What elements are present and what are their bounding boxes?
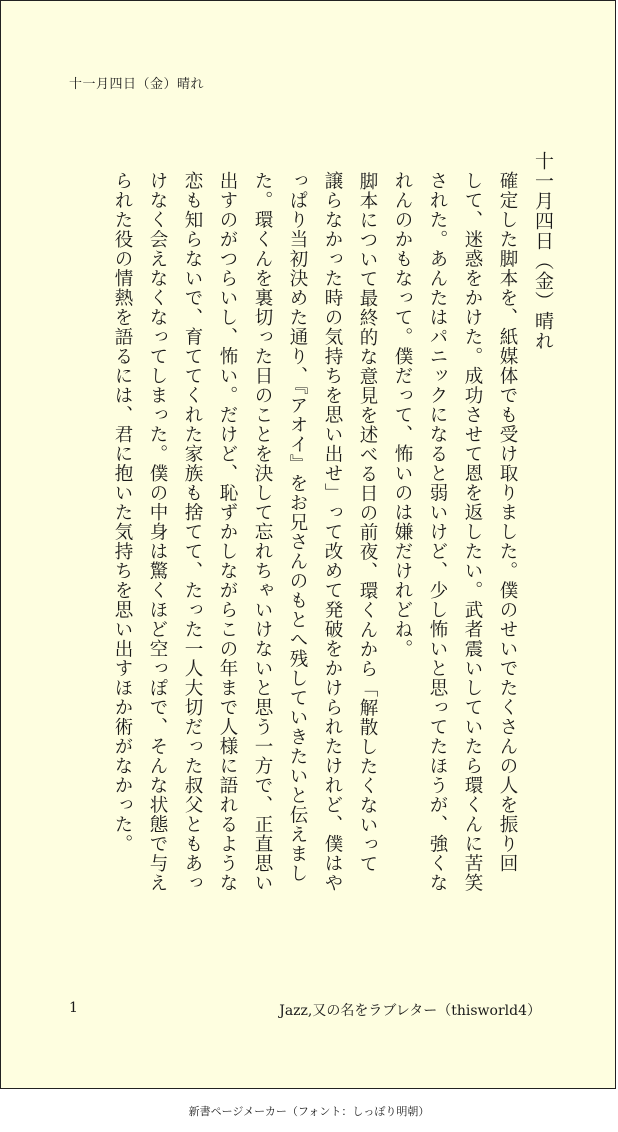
text-column: 確定した脚本を、紙媒体でも受け取りました。僕のせいでたくさんの人を振り回	[497, 171, 518, 873]
text-column: れんのかもなって。僕だって、怖いのは嫌だけれどね。	[392, 171, 413, 659]
text-column: た。環くんを裏切った日のことを決して忘れちゃいけないと思う一方で、正直思い	[252, 171, 273, 893]
chapter-title: 十一月四日（金）晴れ	[532, 151, 554, 351]
text-column: られた役の情熱を語るには、君に抱いた気持ちを思い出すほか術がなかった。	[112, 171, 133, 854]
running-header: 十一月四日（金）晴れ	[69, 77, 205, 92]
text-column: して、迷惑をかけた。成功させて恩を返したい。武者震いしていたら環くんに苦笑	[462, 171, 483, 893]
text-column: 出すのがつらいし、怖い。だけど、恥ずかしながらこの年まで人様に語れるような	[217, 171, 238, 893]
text-column: 脚本について最終的な意見を述べる日の前夜、環くんから「解散したくないって	[357, 152, 378, 874]
text-column: っぱり当初決めた通り、『アオイ』をお兄さんのもとへ残していきたいと伝えまし	[287, 171, 308, 884]
book-title: Jazz,又の名をラブレター（thisworld4）	[279, 1003, 541, 1019]
text-column: された。あんたはパニックになると弱いけど、少し怖いと思ってたほうが、強くな	[427, 171, 448, 893]
text-column: 恋も知らないで、育ててくれた家族も捨てて、たった一人大切だった叔父ともあっ	[182, 171, 203, 893]
text-column: けなく会えなくなってしまった。僕の中身は驚くほど空っぽで、そんな状態で与え	[147, 171, 168, 893]
vertical-text-body	[105, 149, 561, 939]
text-column: 譲らなかった時の気持ちを思い出せ」って改めて発破をかけられたけれど、僕はや	[322, 171, 343, 893]
generator-credit: 新書ページメーカー（フォント：しっぽり明朝）	[188, 1105, 430, 1118]
page-number: 1	[69, 1000, 78, 1016]
